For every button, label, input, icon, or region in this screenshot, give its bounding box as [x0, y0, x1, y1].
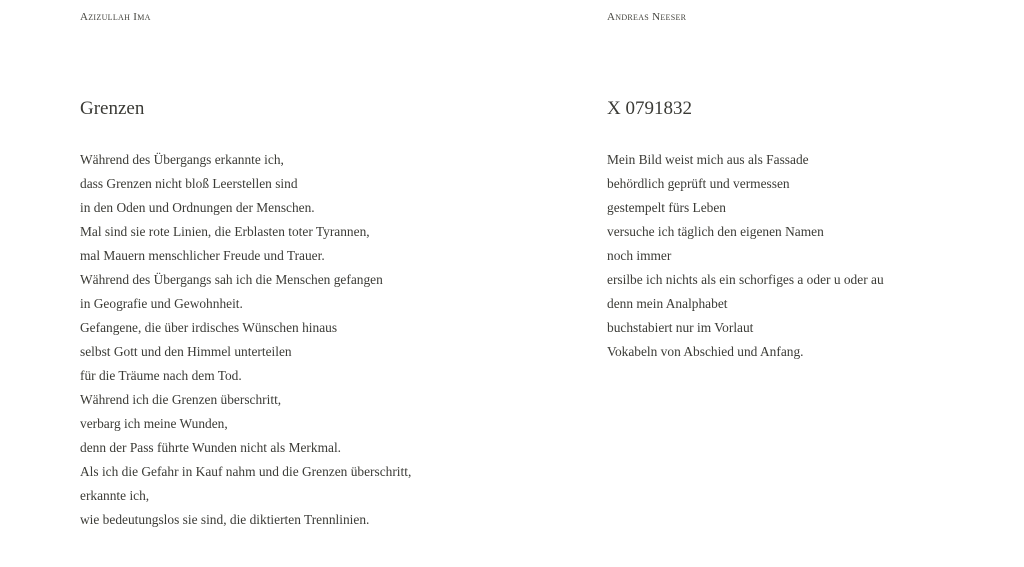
poem-line: für die Träume nach dem Tod. [80, 368, 242, 383]
poem-line: buchstabiert nur im Vorlaut [607, 320, 754, 335]
author-name: Andreas Neeser [607, 11, 687, 23]
poem-line: denn der Pass führte Wunden nicht als Merkmal. [80, 440, 342, 455]
poem-lines [607, 148, 884, 364]
poem-line: in den Oden und Ordnungen der Menschen. [80, 200, 315, 215]
poem-line: gestempelt fürs Leben [607, 200, 726, 215]
poem-title: X 0791832 [607, 98, 692, 119]
poem-line: Mal sind sie rote Linien, die Erblasten toter Tyrannen, [80, 224, 370, 239]
poem-line: noch immer [607, 248, 672, 263]
poem-line: Mein Bild weist mich aus als Fassade [607, 152, 809, 167]
poem-line: in Geografie und Gewohnheit. [80, 296, 243, 311]
author-name: Azizullah Ima [80, 11, 151, 23]
poem-line: behördlich geprüft und vermessen [607, 176, 790, 191]
poem-line: Als ich die Gefahr in Kauf nahm und die Grenzen überschritt, [80, 464, 412, 479]
poem-line: versuche ich täglich den eigenen Namen [607, 224, 824, 239]
poem-line: wie bedeutungslos sie sind, die diktierten Trennlinien. [80, 512, 370, 527]
poem-line: Während ich die Grenzen überschritt, [80, 392, 282, 407]
poem-line: Während des Übergangs sah ich die Menschen gefangen [80, 272, 383, 287]
poem-title: Grenzen [80, 98, 145, 119]
poem-line: ersilbe ich nichts als ein schorfiges a oder u oder au [607, 272, 884, 287]
poem-line: Vokabeln von Abschied und Anfang. [607, 344, 804, 359]
poem-line: mal Mauern menschlicher Freude und Trauer. [80, 248, 325, 263]
poem-line: Gefangene, die über irdisches Wünschen hinaus [80, 320, 338, 335]
poem-line: Während des Übergangs erkannte ich, [80, 152, 284, 167]
poem-line: erkannte ich, [80, 488, 150, 503]
poem-line: verbarg ich meine Wunden, [80, 416, 228, 431]
poem-lines [80, 148, 411, 532]
poem-line: denn mein Analphabet [607, 296, 728, 311]
poem-line: selbst Gott und den Himmel unterteilen [80, 344, 292, 359]
poem-line: dass Grenzen nicht bloß Leerstellen sind [80, 176, 298, 191]
